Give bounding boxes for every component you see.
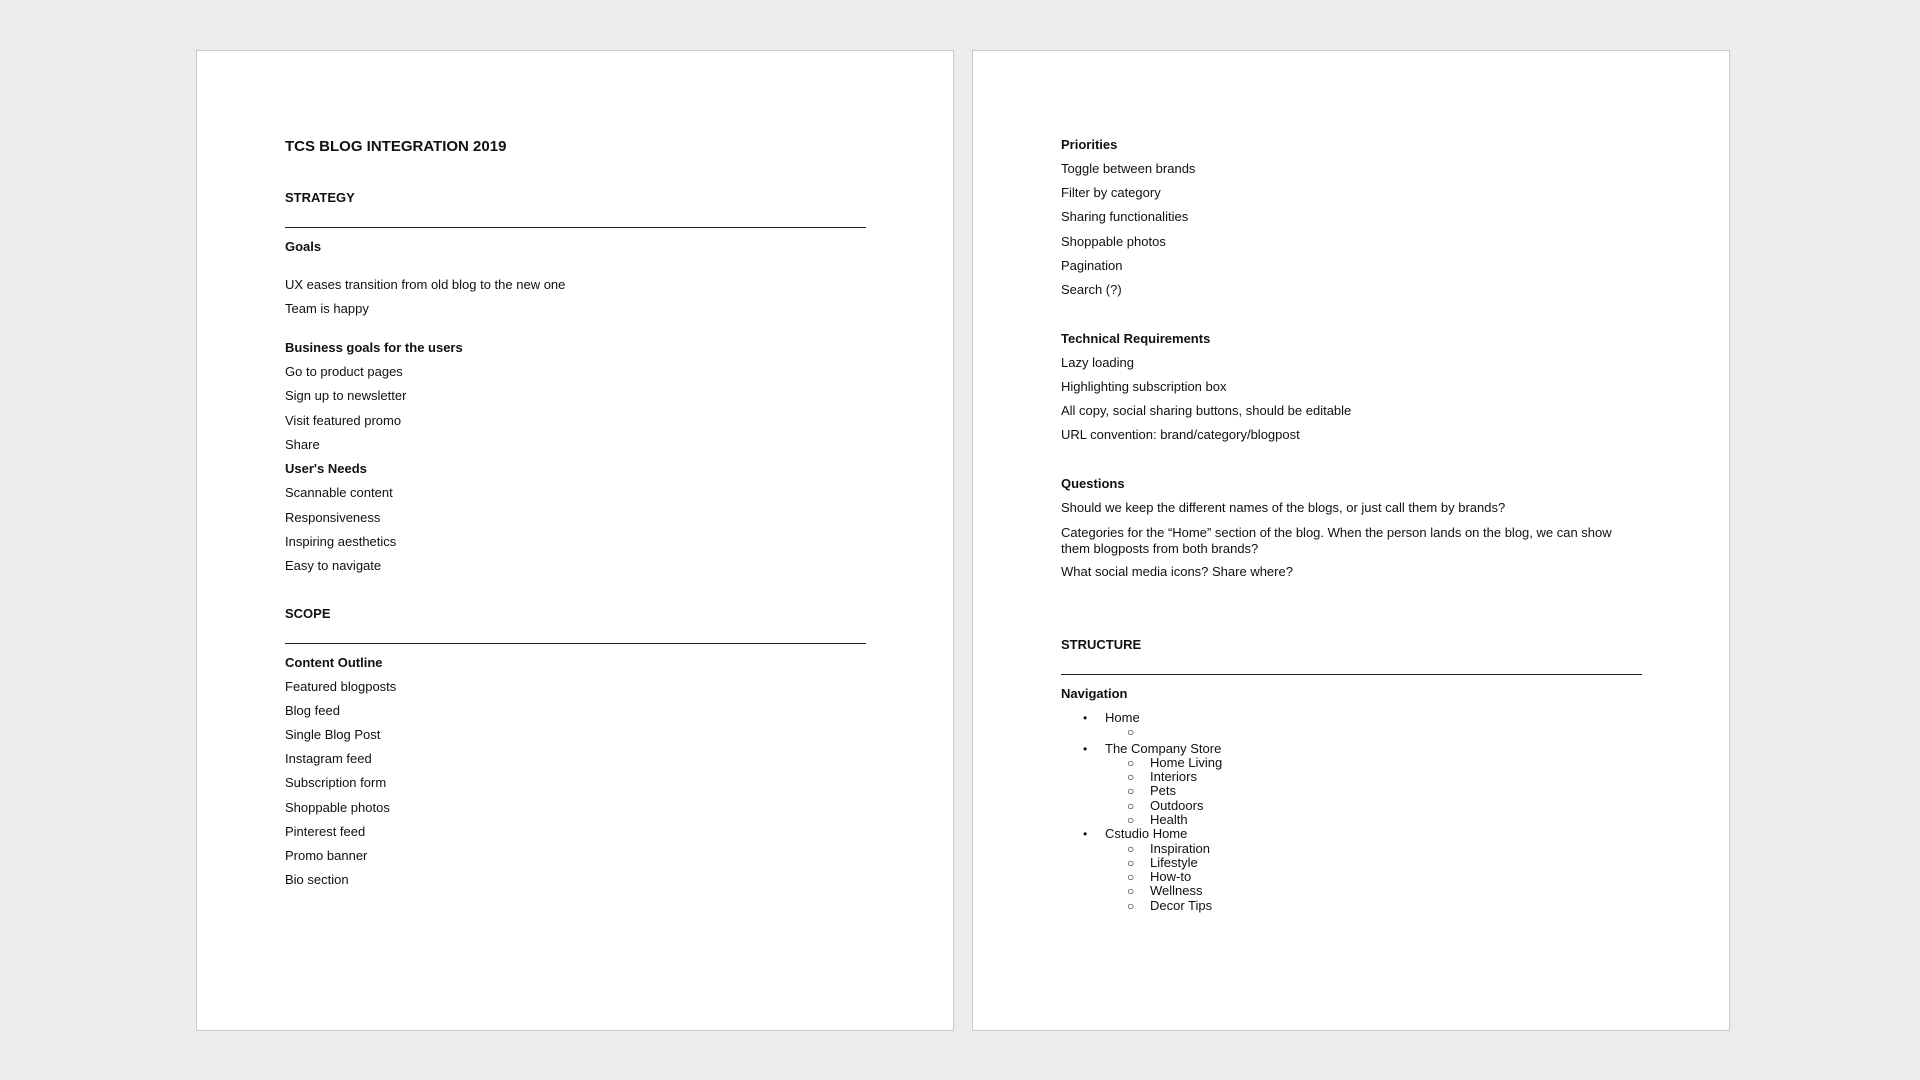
sub-bullet-icon: ○ bbox=[1127, 784, 1135, 798]
users-needs-item: Scannable content bbox=[285, 485, 393, 500]
sub-bullet-icon: ○ bbox=[1127, 856, 1135, 870]
priorities-item: Filter by category bbox=[1061, 185, 1161, 200]
content-outline-heading: Content Outline bbox=[285, 655, 383, 670]
structure-divider bbox=[1061, 674, 1642, 675]
bullet-icon: • bbox=[1083, 742, 1088, 756]
nav-subitem: Inspiration bbox=[1150, 841, 1210, 856]
content-outline-item: Subscription form bbox=[285, 775, 387, 790]
business-goals-heading: Business goals for the users bbox=[285, 340, 463, 355]
technical-item: All copy, social sharing buttons, should be editable bbox=[1061, 403, 1352, 418]
business-goals-item: Go to product pages bbox=[285, 364, 403, 379]
content-outline-item: Featured blogposts bbox=[285, 679, 397, 694]
technical-requirements-heading: Technical Requirements bbox=[1061, 331, 1211, 346]
sub-bullet-icon: ○ bbox=[1127, 842, 1135, 856]
priorities-item: Search (?) bbox=[1061, 282, 1122, 297]
priorities-item: Sharing functionalities bbox=[1061, 209, 1189, 224]
nav-subitem: Decor Tips bbox=[1150, 898, 1213, 913]
business-goals-item: Visit featured promo bbox=[285, 413, 402, 428]
nav-subitem: Outdoors bbox=[1150, 798, 1204, 813]
structure-heading: STRUCTURE bbox=[1061, 637, 1142, 652]
document-page-right bbox=[972, 50, 1730, 1031]
content-outline-item: Promo banner bbox=[285, 848, 368, 863]
questions-heading: Questions bbox=[1061, 476, 1125, 491]
goals-heading: Goals bbox=[285, 239, 322, 254]
sub-bullet-icon: ○ bbox=[1127, 884, 1135, 898]
sub-bullet-icon: ○ bbox=[1127, 770, 1135, 784]
users-needs-item: Inspiring aesthetics bbox=[285, 534, 397, 549]
nav-subitem: Pets bbox=[1150, 783, 1177, 798]
technical-item: Lazy loading bbox=[1061, 355, 1134, 370]
question-item: What social media icons? Share where? bbox=[1061, 564, 1293, 579]
content-outline-item: Shoppable photos bbox=[285, 800, 390, 815]
sub-bullet-icon: ○ bbox=[1127, 756, 1135, 770]
priorities-item: Pagination bbox=[1061, 258, 1123, 273]
nav-subitem: How-to bbox=[1150, 869, 1192, 884]
nav-item-company-store: The Company Store bbox=[1105, 741, 1222, 756]
nav-item-home: Home bbox=[1105, 710, 1140, 725]
nav-item-cstudio-home: Cstudio Home bbox=[1105, 826, 1188, 841]
question-item: Categories for the “Home” section of the blog. When the person lands on the blog, we can show them blogposts from both brands? bbox=[1061, 525, 1612, 556]
users-needs-item: Easy to navigate bbox=[285, 558, 382, 573]
nav-subitem: Interiors bbox=[1150, 769, 1197, 784]
nav-subitem: Lifestyle bbox=[1150, 855, 1198, 870]
priorities-item: Toggle between brands bbox=[1061, 161, 1196, 176]
priorities-item: Shoppable photos bbox=[1061, 234, 1166, 249]
goals-item: UX eases transition from old blog to the new one bbox=[285, 277, 566, 292]
content-outline-item: Instagram feed bbox=[285, 751, 372, 766]
technical-item: Highlighting subscription box bbox=[1061, 379, 1227, 394]
business-goals-item: Share bbox=[285, 437, 320, 452]
content-outline-item: Single Blog Post bbox=[285, 727, 381, 742]
users-needs-item: Responsiveness bbox=[285, 510, 381, 525]
sub-bullet-icon: ○ bbox=[1127, 725, 1135, 739]
goals-item: Team is happy bbox=[285, 301, 369, 316]
sub-bullet-icon: ○ bbox=[1127, 799, 1135, 813]
question-item: Should we keep the different names of the blogs, or just call them by brands? bbox=[1061, 500, 1506, 515]
business-goals-item: Sign up to newsletter bbox=[285, 388, 407, 403]
sub-bullet-icon: ○ bbox=[1127, 870, 1135, 884]
bullet-icon: • bbox=[1083, 827, 1088, 841]
bullet-icon: • bbox=[1083, 711, 1088, 725]
navigation-heading: Navigation bbox=[1061, 686, 1128, 701]
sub-bullet-icon: ○ bbox=[1127, 813, 1135, 827]
strategy-divider bbox=[285, 227, 866, 228]
nav-subitem: Wellness bbox=[1150, 883, 1203, 898]
priorities-heading: Priorities bbox=[1061, 137, 1118, 152]
sub-bullet-icon: ○ bbox=[1127, 899, 1135, 913]
users-needs-heading: User's Needs bbox=[285, 461, 367, 476]
content-outline-item: Blog feed bbox=[285, 703, 340, 718]
strategy-heading: STRATEGY bbox=[285, 190, 355, 205]
content-outline-item: Bio section bbox=[285, 872, 349, 887]
nav-subitem: Home Living bbox=[1150, 755, 1223, 770]
scope-divider bbox=[285, 643, 866, 644]
scope-heading: SCOPE bbox=[285, 606, 331, 621]
nav-subitem: Health bbox=[1150, 812, 1188, 827]
content-outline-item: Pinterest feed bbox=[285, 824, 366, 839]
document-page-left bbox=[196, 50, 954, 1031]
technical-item: URL convention: brand/category/blogpost bbox=[1061, 427, 1300, 442]
document-title: TCS BLOG INTEGRATION 2019 bbox=[285, 138, 507, 155]
